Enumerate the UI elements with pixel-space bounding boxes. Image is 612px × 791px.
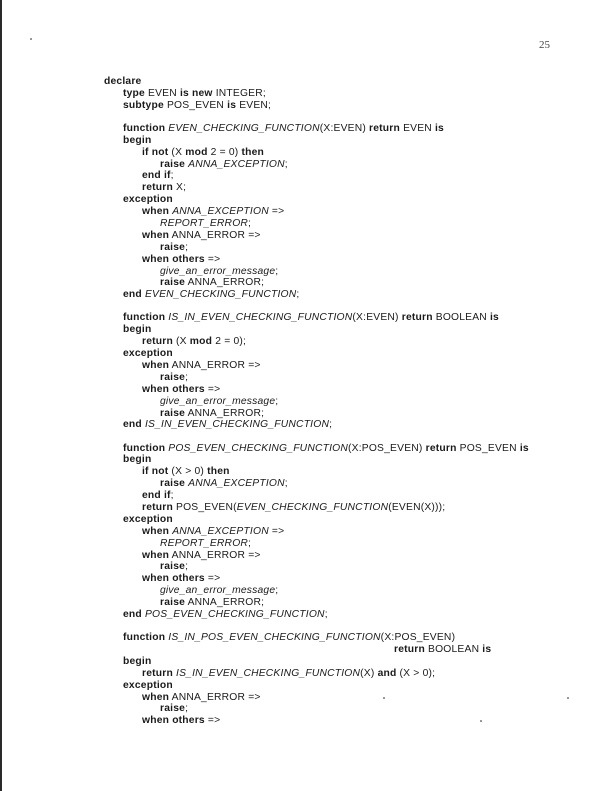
code-line: end if; <box>142 170 174 182</box>
code-line: type EVEN is new INTEGER; <box>123 87 266 99</box>
code-line: end POS_EVEN_CHECKING_FUNCTION; <box>123 608 328 620</box>
code-line: end EVEN_CHECKING_FUNCTION; <box>123 289 300 301</box>
scan-speck <box>30 38 32 40</box>
code-line: raise ANNA_ERROR; <box>160 277 265 289</box>
scan-speck <box>383 697 385 699</box>
code-line: raise ANNA_ERROR; <box>160 597 265 609</box>
code-line: when others => <box>142 383 221 395</box>
code-line: raise; <box>160 703 189 715</box>
code-line: function EVEN_CHECKING_FUNCTION(X:EVEN) return EVEN is <box>123 122 444 134</box>
scan-speck <box>480 720 482 722</box>
code-line <box>104 301 529 312</box>
page-number: 25 <box>539 39 550 51</box>
code-line: raise; <box>160 371 189 383</box>
code-line: give_an_error_message; <box>160 395 279 407</box>
code-line: return X; <box>142 182 187 194</box>
code-line: if not (X > 0) then <box>142 466 230 478</box>
code-line: give_an_error_message; <box>160 265 279 277</box>
code-line: exception <box>123 348 173 360</box>
code-line: when ANNA_EXCEPTION => <box>142 206 285 218</box>
code-line: function IS_IN_POS_EVEN_CHECKING_FUNCTION(X:POS_EVEN) <box>123 632 456 644</box>
code-line: raise; <box>160 241 189 253</box>
code-line: raise ANNA_ERROR; <box>160 407 265 419</box>
code-line: raise; <box>160 561 189 573</box>
code-line: when ANNA_ERROR => <box>142 691 261 703</box>
code-line: begin <box>123 134 152 146</box>
code-line: raise ANNA_EXCEPTION; <box>160 158 288 170</box>
code-line: return (X mod 2 = 0); <box>142 336 247 348</box>
code-line <box>104 431 529 442</box>
code-line: give_an_error_message; <box>160 585 279 597</box>
scan-speck <box>567 697 569 699</box>
code-line: return BOOLEAN is <box>394 643 492 655</box>
code-line: exception <box>123 679 173 691</box>
code-line: exception <box>123 513 173 525</box>
code-line: when ANNA_ERROR => <box>142 549 261 561</box>
code-line: raise ANNA_EXCEPTION; <box>160 478 288 490</box>
code-line: declare <box>104 76 142 87</box>
code-line: when others => <box>142 715 221 727</box>
code-line: when others => <box>142 573 221 585</box>
code-line <box>104 621 529 632</box>
code-line: end IS_IN_EVEN_CHECKING_FUNCTION; <box>123 419 333 431</box>
code-line: function IS_IN_EVEN_CHECKING_FUNCTION(X:EVEN) return BOOLEAN is <box>123 312 499 324</box>
code-line: when others => <box>142 253 221 265</box>
code-line: begin <box>123 454 152 466</box>
scan-edge <box>0 0 2 791</box>
code-line: begin <box>123 655 152 667</box>
code-line: when ANNA_ERROR => <box>142 229 261 241</box>
code-line: begin <box>123 324 152 336</box>
code-line: when ANNA_EXCEPTION => <box>142 525 285 537</box>
code-line: return IS_IN_EVEN_CHECKING_FUNCTION(X) and (X > 0); <box>142 667 436 679</box>
code-line <box>104 112 529 123</box>
code-line: return POS_EVEN(EVEN_CHECKING_FUNCTION(EVEN(X))); <box>142 501 446 513</box>
code-line: function POS_EVEN_CHECKING_FUNCTION(X:POS_EVEN) return POS_EVEN is <box>123 442 529 454</box>
code-listing <box>104 76 529 727</box>
code-line: REPORT_ERROR; <box>160 537 252 549</box>
code-line: exception <box>123 194 173 206</box>
code-line: if not (X mod 2 = 0) then <box>142 146 265 158</box>
code-line: REPORT_ERROR; <box>160 217 252 229</box>
code-line: end if; <box>142 490 174 502</box>
code-line: subtype POS_EVEN is EVEN; <box>123 99 272 111</box>
code-line: when ANNA_ERROR => <box>142 359 261 371</box>
